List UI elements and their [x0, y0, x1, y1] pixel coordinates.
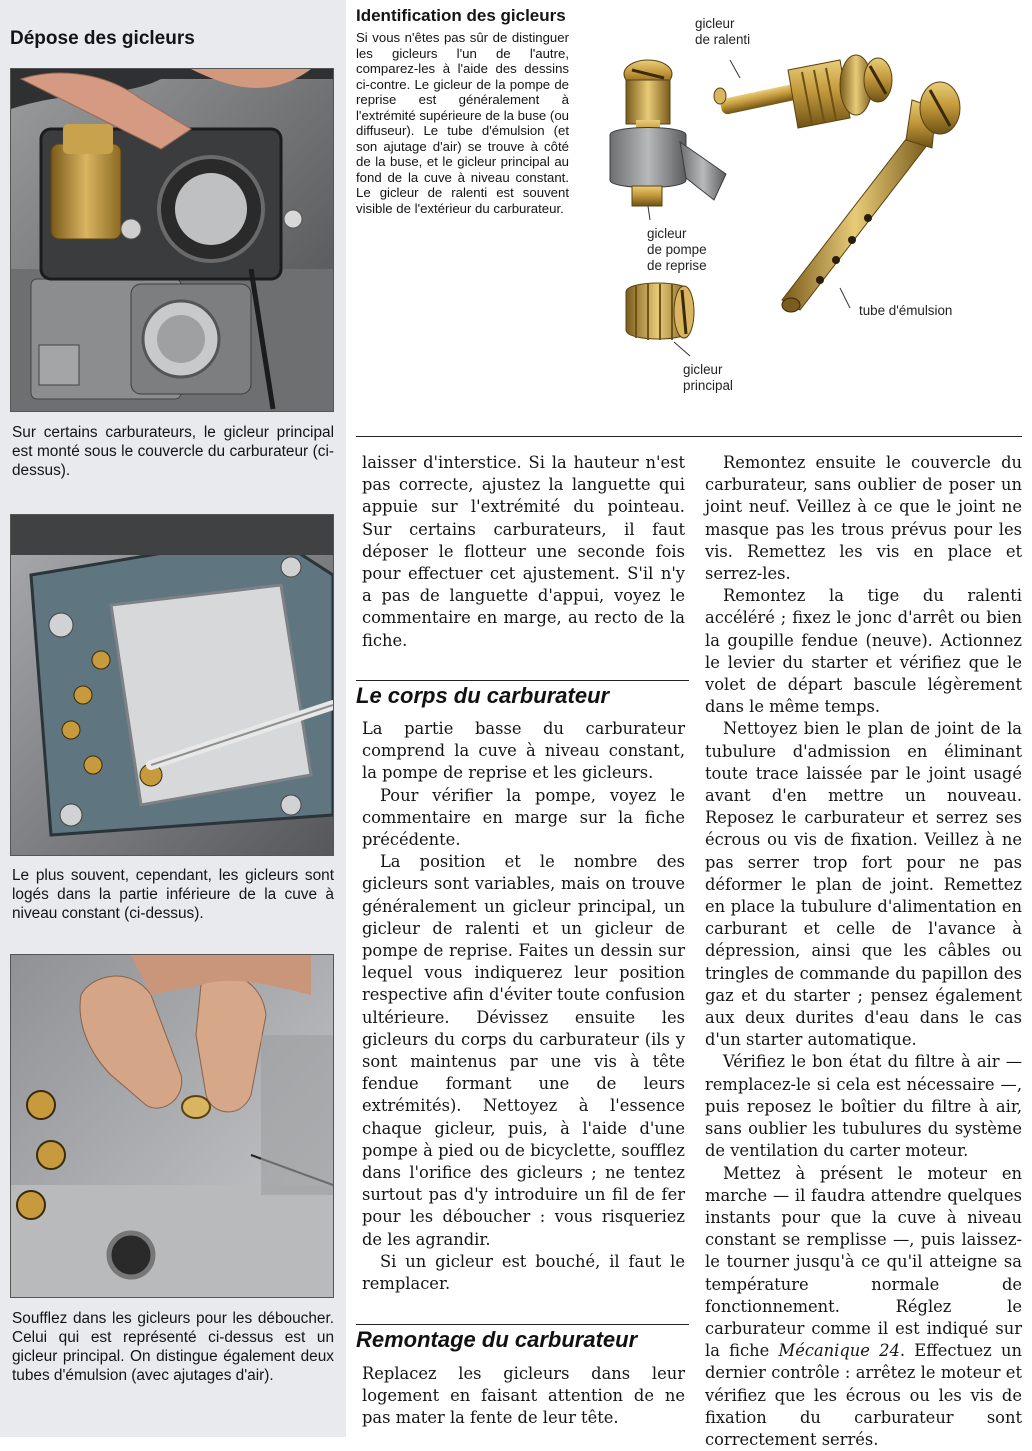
col2-paragraph2: Remontez la tige du ralenti accéléré ; fixez le jonc d'arrêt ou bien la goupille fendue (neuve). Actionnez le levier du starter et vérifiez que le volet de départ bascule légèrement dans le même temps.: [705, 585, 1022, 718]
photo-float-chamber-drawing: [11, 515, 333, 855]
label-main-jet-line2: principal: [683, 378, 733, 394]
label-pump-jet-line3: de reprise: [647, 258, 707, 274]
photo-carburettor-cover: [10, 68, 334, 412]
col2-text: [705, 452, 1022, 1451]
section-title-remontage: Remontage du carburateur: [356, 1324, 689, 1353]
col1-intro: [362, 452, 685, 652]
caption-photo3: [12, 1309, 334, 1385]
left-heading: Dépose des gicleurs: [10, 28, 195, 50]
caption-photo1-text: Sur certains carburateurs, le gicleur principal est monté sous le couvercle du carburateur (ci-dessus).: [12, 423, 334, 480]
label-pump-jet: [647, 226, 707, 274]
col2-paragraph5-start: Mettez à présent le moteur en marche — il faudra attendre quelques instants pour que la cuve à niveau constant se remplisse —, puis laissez-le tourner jusqu'à ce qu'il atteigne sa température normale de fonctionnement. Réglez le carburateur comme il est indiqué sur la fiche: [705, 1164, 1022, 1361]
caption-photo3-text: Soufflez dans les gicleurs pour les déboucher. Celui qui est représenté ci-dessus est un gicleur principal. On distingue également deux tubes d'émulsion (avec ajutages d'air).: [12, 1309, 334, 1385]
leader-pompe: [648, 206, 650, 220]
label-main-jet: [683, 362, 733, 394]
col2-paragraph1: Remontez ensuite le couvercle du carburateur, sans oublier de poser un joint neuf. Veillez à ce que le joint ne masque pas les trous prévus pour les vis. Remettez les vis en place et serrez-les.: [705, 452, 1022, 585]
s1-paragraph2: Pour vérifier la pompe, voyez le commentaire en marge sur la fiche précédente.: [362, 785, 685, 852]
label-idle-jet: [695, 16, 750, 48]
leader-ralenti: [730, 60, 740, 78]
caption-photo2-text: Le plus souvent, cependant, les gicleurs sont logés dans la partie inférieure de la cuve à niveau constant (ci-dessus).: [12, 866, 334, 923]
col2-paragraph5-end: . Effectuez un dernier contrôle : arrêtez le moteur et vérifiez que les écrous ou les vis de fixation du carburateur sont correctement serrés.: [705, 1341, 1022, 1449]
s1-paragraph1: La partie basse du carburateur comprend la cuve à niveau constant, la pompe de reprise et les gicleurs.: [362, 718, 685, 785]
col1-section2: [362, 1363, 685, 1430]
horizontal-rule: [356, 436, 1022, 437]
caption-photo2: [12, 866, 334, 923]
col1-section1: [362, 718, 685, 1295]
label-pump-jet-line1: gicleur: [647, 226, 707, 242]
s1-paragraph4: Si un gicleur est bouché, il faut le remplacer.: [362, 1251, 685, 1295]
label-pump-jet-line2: de pompe: [647, 242, 707, 258]
identification-text: Si vous n'êtes pas sûr de distinguer les gicleurs l'un de l'autre, comparez-les à l'aide des dessins ci-contre. Le gicleur de la pompe de reprise est généralement à l'extrémité supérieure de la buse (ou diffuseur). Le tube d'émulsion (et son ajutage d'air) se trouve à côté de la buse, et le gicleur principal au fond de la cuve à niveau constant. Le gicleur de ralenti est souvent visible de l'extérieur du carburateur.: [356, 30, 569, 216]
photo-main-jet: [10, 954, 334, 1298]
identification-title: Identification des gicleurs: [356, 6, 566, 26]
label-idle-jet-line1: gicleur: [695, 16, 750, 32]
photo-float-chamber: [10, 514, 334, 856]
jets-illustration: [590, 30, 1030, 410]
fiche-reference: Mécanique 24: [779, 1341, 900, 1360]
col2-paragraph3: Nettoyez bien le plan de joint de la tubulure d'admission en éliminant toute trace laissée par le joint usagé avant d'en mettre un nouveau. Reposez le carburateur et serrez ses écrous ou vis de fixation. Veillez à ne pas serrer trop fort pour ne pas déformer le plan de joint. Remettez en place la tubulure d'alimentation en carburant et celle de l'avance à dépression, ainsi que les câbles ou tringles de commande du papillon des gaz et du starter ; pensez également aux deux durites d'eau dans le cas d'un starter automatique.: [705, 718, 1022, 1051]
leader-principal: [674, 342, 690, 356]
photo-main-jet-drawing: [11, 955, 333, 1297]
col1-intro-text: laisser d'interstice. Si la hauteur n'est pas correcte, ajustez la languette qui appuie sur l'extrémité du pointeau. Sur certains carburateurs, il faut déposer le flotteur une seconde fois pour effectuer cet ajustement. S'il n'y a pas de languette d'appui, voyez le commentaire en marge, au recto de la fiche.: [362, 452, 685, 652]
s2-paragraph1: Replacez les gicleurs dans leur logement en faisant attention de ne pas mater la fente de leur tête.: [362, 1363, 685, 1430]
section-title-corps: Le corps du carburateur: [356, 680, 689, 709]
idle-jet-drawing: [714, 55, 892, 128]
col2-paragraph5: [705, 1163, 1022, 1451]
photo-carburettor-cover-drawing: [11, 69, 333, 411]
col2-paragraph4: Vérifiez le bon état du filtre à air — remplacez-le si cela est nécessaire —, puis reposez le boîtier du filtre à air, sans oublier les tubulures du système de ventilation du carter moteur.: [705, 1051, 1022, 1162]
pump-jet-drawing: [610, 60, 726, 206]
main-jet-drawing: [626, 283, 694, 340]
label-idle-jet-line2: de ralenti: [695, 32, 750, 48]
caption-photo1: [12, 423, 334, 480]
identification-text-block: [356, 30, 569, 216]
leader-emulsion: [840, 288, 850, 308]
s1-paragraph3: La position et le nombre des gicleurs sont variables, mais on trouve généralement un gicleur principal, un gicleur de ralenti et un gicleur de pompe de reprise. Faites un dessin sur lequel vous indiquerez leur position respective afin d'éviter toute confusion ultérieure. Dévissez ensuite les gicleurs du corps du carburateur (ils y sont maintenus par une vis à tête fendue formant une de leurs extrémités). Nettoyez à l'essence chaque gicleur, puis, à l'aide d'une pompe à pied ou de bicyclette, soufflez dans l'orifice des gicleurs ; ne tentez surtout pas d'y introduire un fil de fer pour les déboucher : vous risqueriez de les agrandir.: [362, 851, 685, 1251]
label-emulsion-tube: tube d'émulsion: [859, 303, 952, 319]
label-main-jet-line1: gicleur: [683, 362, 733, 378]
